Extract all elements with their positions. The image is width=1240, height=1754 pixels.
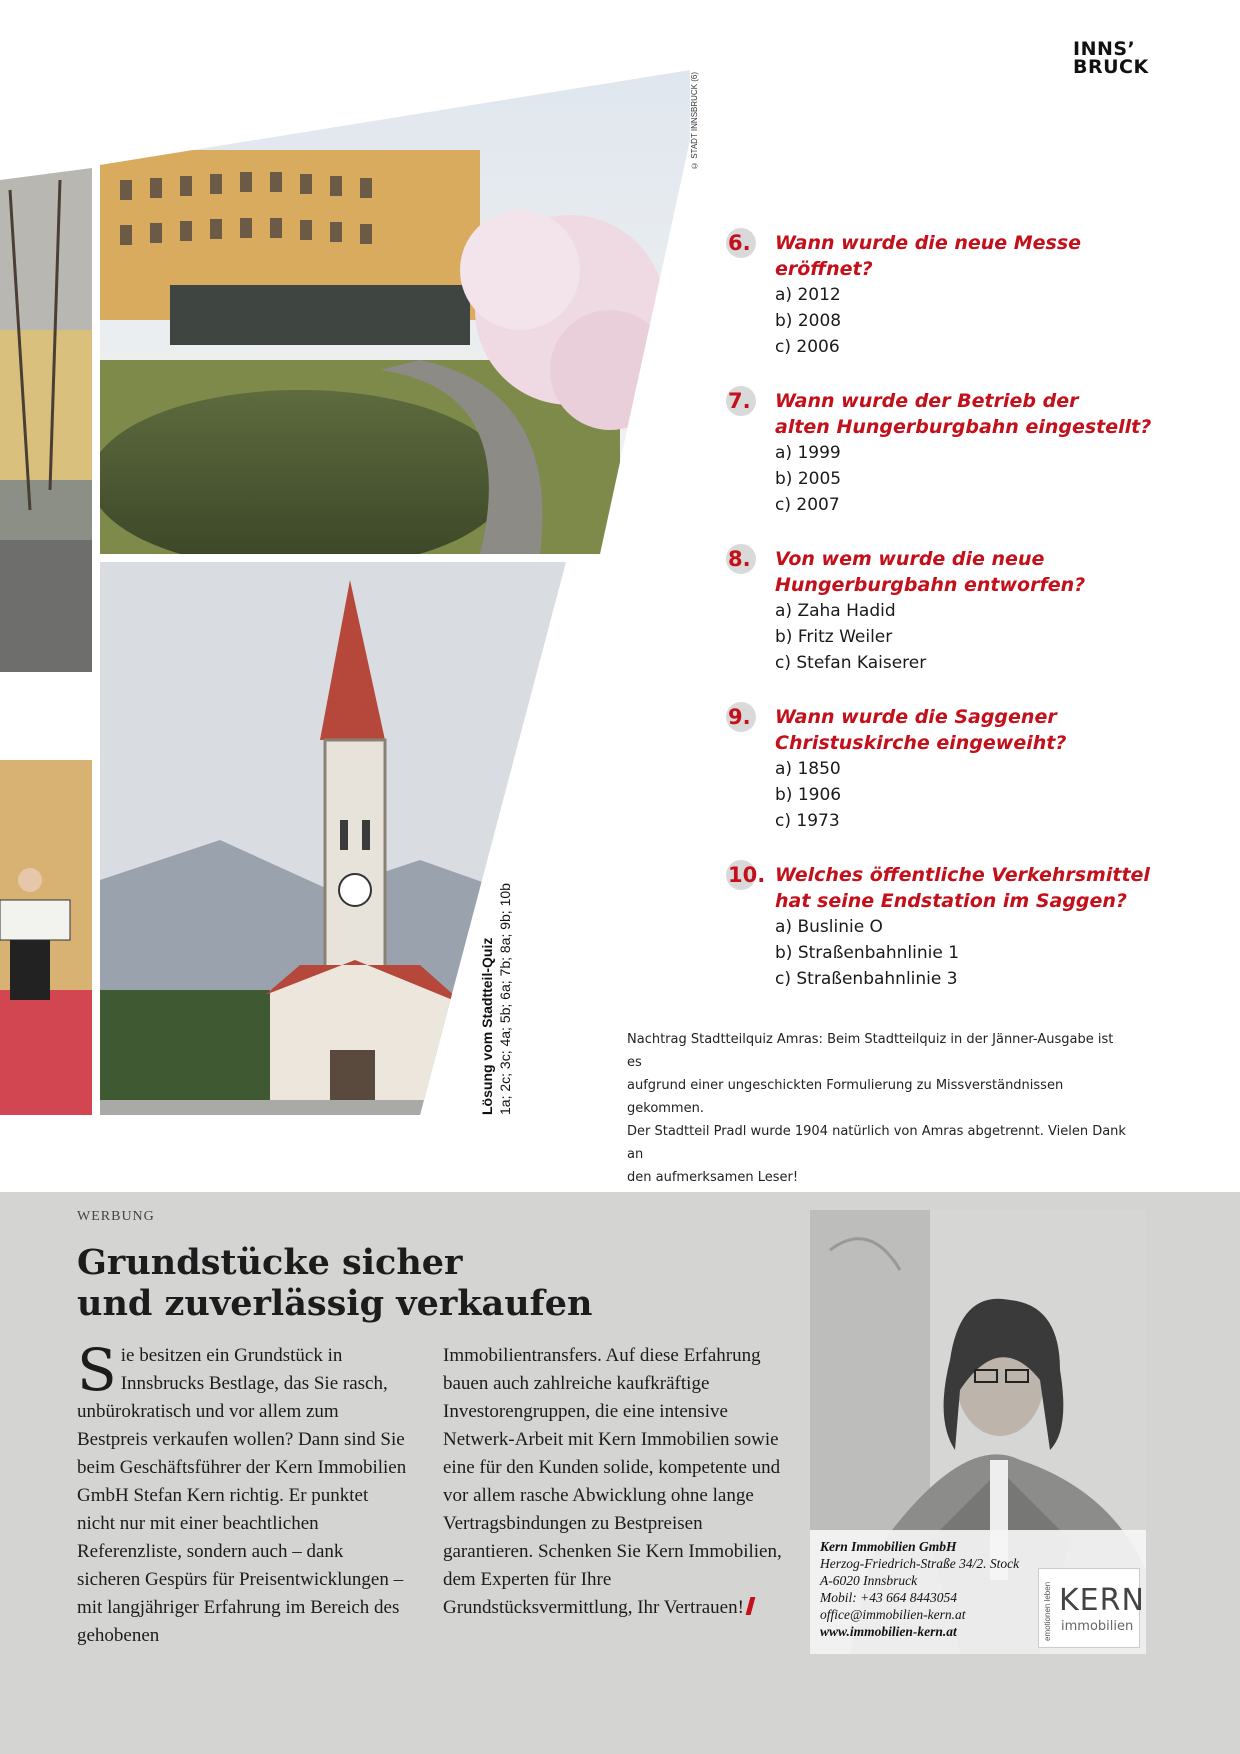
amras-quiz-note	[627, 1028, 1127, 1189]
question-number: 6.	[728, 230, 751, 256]
street-address: Herzog-Friedrich-Straße 34/2. Stock	[820, 1556, 1020, 1571]
website-link[interactable]: www.immobilien-kern.at	[820, 1624, 957, 1639]
email-address[interactable]: office@immobilien-kern.at	[820, 1607, 966, 1622]
answer-option: c) 2006	[775, 337, 840, 357]
messe-building-photo	[90, 60, 700, 570]
ad-body-text-2: Immobilientransfers. Auf diese Erfahrung bauen auch zahlreiche kaufkräftige Investorengruppen, die eine intensive Netwerk-Arbeit mit Kern Immobilien sowie eine für den Kunden solide, kompetente und vor allem rasche Abwicklung ohne lange Vertragsbindungen zu Bestpreisen garantieren. Schenken Sie Kern Immobilien, dem Experten für Ihre Grundstücksvermittlung, Ihr Vertrauen!	[443, 1345, 782, 1618]
answer-option: b) 2005	[775, 469, 842, 489]
ad-body-column-1	[77, 1336, 407, 1650]
ad-body-column-2	[443, 1342, 783, 1622]
note-line: aufgrund einer ungeschickten Formulierung zu Missverständnissen gekommen.	[627, 1078, 1064, 1116]
ad-headline-line-1: Grundstücke sicher	[77, 1242, 463, 1283]
kern-tagline: emotionen leben	[1043, 1581, 1052, 1641]
quiz-question	[728, 862, 1168, 992]
kern-subtitle: immobilien	[1061, 1619, 1134, 1634]
left-street-photo	[0, 168, 92, 672]
note-line: Nachtrag Stadtteilquiz Amras: Beim Stadtteilquiz in der Jänner-Ausgabe ist es	[627, 1032, 1114, 1070]
contact-details	[820, 1538, 1019, 1640]
answer-option: a) 2012	[775, 285, 841, 305]
question-text: Wann wurde die neue Messe eröffnet?	[775, 232, 1082, 280]
kern-immobilien-logo	[1038, 1568, 1145, 1648]
logo-line-2: BRUCK	[1073, 56, 1149, 78]
solution-title: Lösung vom Stadtteil-Quiz	[479, 937, 495, 1115]
ad-headline-line-2: und zuverlässig verkaufen	[77, 1283, 593, 1324]
ad-label: WERBUNG	[77, 1209, 155, 1224]
answer-option: a) 1999	[775, 443, 841, 463]
question-number: 7.	[728, 388, 751, 414]
note-line: Der Stadtteil Pradl wurde 1904 natürlich von Amras abgetrennt. Vielen Dank an	[627, 1124, 1126, 1162]
quiz-question	[728, 546, 1168, 676]
advertisement	[0, 1192, 1240, 1754]
kern-wordmark: KERN	[1059, 1583, 1145, 1618]
end-mark-icon	[746, 1597, 756, 1615]
question-text: Welches öffentliche Verkehrsmittel hat seine Endstation im Saggen?	[775, 864, 1150, 912]
question-number: 9.	[728, 704, 751, 730]
answer-option: b) 1906	[775, 785, 842, 805]
answer-option: a) Buslinie O	[775, 917, 883, 937]
question-text: Wann wurde der Betrieb der alten Hungerburgbahn eingestellt?	[775, 390, 1152, 438]
quiz-question	[728, 230, 1168, 360]
contact-box	[810, 1530, 1146, 1654]
photo-collage	[0, 60, 720, 1120]
answer-option: a) Zaha Hadid	[775, 601, 896, 621]
logo-line-1: INNS’	[1073, 38, 1136, 60]
question-number: 10.	[728, 862, 765, 888]
phone-number: Mobil: +43 664 8443054	[820, 1590, 957, 1605]
answer-option: b) Fritz Weiler	[775, 627, 893, 647]
answer-option: c) Stefan Kaiserer	[775, 653, 927, 673]
note-line: den aufmerksamen Leser!	[627, 1170, 799, 1185]
question-text: Wann wurde die Saggener Christuskirche eingeweiht?	[775, 706, 1067, 754]
city-address: A-6020 Innsbruck	[820, 1573, 918, 1588]
solution-answers: 1a; 2c; 3c; 4a; 5b; 6a; 7b; 8a; 9b; 10b	[497, 883, 513, 1115]
ad-portrait-photo	[810, 1210, 1146, 1654]
quiz-question	[728, 704, 1168, 834]
quiz-question	[728, 388, 1168, 518]
quiz-questions	[728, 230, 1168, 1020]
answer-option: b) Straßenbahnlinie 1	[775, 943, 960, 963]
ad-body-text-1: ie besitzen ein Grundstück in Innsbrucks Bestlage, das Sie rasch, unbürokratisch und vor allem zum Bestpreis verkaufen wollen? Dann sind Sie beim Geschäftsführer der Kern Immobilien GmbH Stefan Kern richtig. Er punktet nicht nur mit einer beachtlichen Referenzliste, sondern auch – dank sicheren Gespürs für Preisentwicklungen – mit langjähriger Erfahrung im Bereich des gehobenen	[77, 1345, 407, 1646]
answer-option: c) 1973	[775, 811, 840, 831]
answer-option: c) Straßenbahnlinie 3	[775, 969, 958, 989]
ad-headline	[77, 1242, 677, 1324]
drop-cap: S	[77, 1336, 117, 1404]
left-band-photo	[0, 760, 92, 1115]
answer-option: a) 1850	[775, 759, 841, 779]
answer-option: b) 2008	[775, 311, 842, 331]
photo-credit: © STADT INNSBRUCK (6)	[690, 71, 699, 170]
answer-option: c) 2007	[775, 495, 840, 515]
quiz-solution	[478, 883, 520, 1115]
question-text: Von wem wurde die neue Hungerburgbahn entworfen?	[775, 548, 1086, 596]
innsbruck-logo	[1073, 40, 1149, 76]
company-name: Kern Immobilien GmbH	[820, 1539, 957, 1554]
question-number: 8.	[728, 546, 751, 572]
